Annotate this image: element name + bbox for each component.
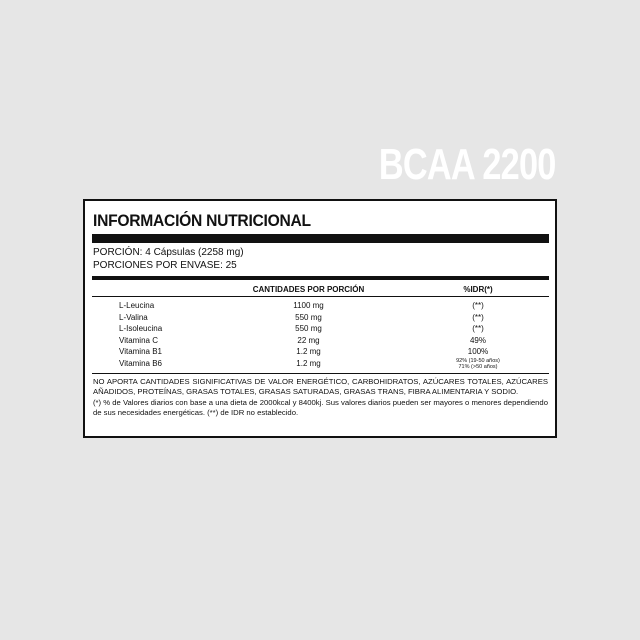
- table-row: [92, 300, 549, 312]
- nutrient-name: L-Valina: [119, 312, 148, 322]
- nutrient-name: Vitamina B6: [119, 358, 162, 368]
- nutrient-amount: 1.2 mg: [296, 358, 321, 368]
- nutrient-name: L-Isoleucina: [119, 324, 163, 333]
- nutrient-idr: 100%: [467, 347, 489, 356]
- footnote: (*) % de Valores diarios con base a una dieta de 2000kcal y 8400kj. Sus valores diarios pueden ser mayores o menores dependiendo de sus necesidades energéticas. (**) de IDR no establecido.: [93, 397, 548, 417]
- nutrient-idr: (**): [472, 312, 484, 322]
- table-row: [92, 312, 549, 324]
- nutrient-amount: 22 mg: [297, 335, 320, 345]
- table-bottom-rule: [92, 373, 549, 374]
- nutrient-idr: 49%: [469, 335, 486, 345]
- nutrient-amount: 1.2 mg: [296, 347, 321, 356]
- nutrient-idr: [407, 358, 549, 371]
- header-idr: %IDR(*): [463, 285, 493, 294]
- nutrient-idr: (**): [472, 324, 484, 333]
- table-body: [92, 297, 549, 371]
- nutrient-amount: 1100 mg: [293, 301, 324, 310]
- nutrient-amount: 550 mg: [295, 312, 322, 322]
- idr-age-19-50: 92% (19-50 años): [456, 357, 500, 364]
- nutrient-name: L-Leucina: [119, 301, 155, 310]
- table-row: [92, 335, 549, 347]
- table-row: [92, 323, 549, 335]
- servings-per-container: PORCIONES POR ENVASE: 25: [93, 260, 237, 271]
- nutrient-idr: (**): [472, 301, 484, 310]
- serving-info: [92, 246, 549, 272]
- table-header: [92, 283, 549, 297]
- nutrient-amount: 550 mg: [295, 324, 322, 333]
- table-row: [92, 346, 549, 358]
- nutrient-table: [92, 283, 549, 374]
- header-amount: CANTIDADES POR PORCIÓN: [252, 285, 365, 294]
- label-title: INFORMACIÓN NUTRICIONAL: [93, 211, 311, 230]
- nutrient-name: Vitamina C: [119, 335, 158, 345]
- idr-age-over-50: 71% (>50 años): [458, 364, 498, 370]
- thick-divider: [92, 234, 549, 243]
- table-row: [92, 358, 549, 371]
- nutrient-name: Vitamina B1: [119, 347, 162, 356]
- label-notes: [92, 377, 549, 419]
- nutrition-label: [83, 199, 557, 438]
- medium-divider: [92, 276, 549, 280]
- serving-size: PORCIÓN: 4 Cápsulas (2258 mg): [93, 247, 244, 258]
- product-title: BCAA 2200: [379, 140, 556, 189]
- no-significant-note: NO APORTA CANTIDADES SIGNIFICATIVAS DE VALOR ENERGÉTICO, CARBOHIDRATOS, AZÚCARES TOTALES, AZÚCARES AÑADIDOS, PROTEÍNAS, GRASAS TOTALES, GRASAS SATURADAS, GRASAS TRANS, FIBRA ALIMENTARIA Y SODIO.: [93, 376, 548, 396]
